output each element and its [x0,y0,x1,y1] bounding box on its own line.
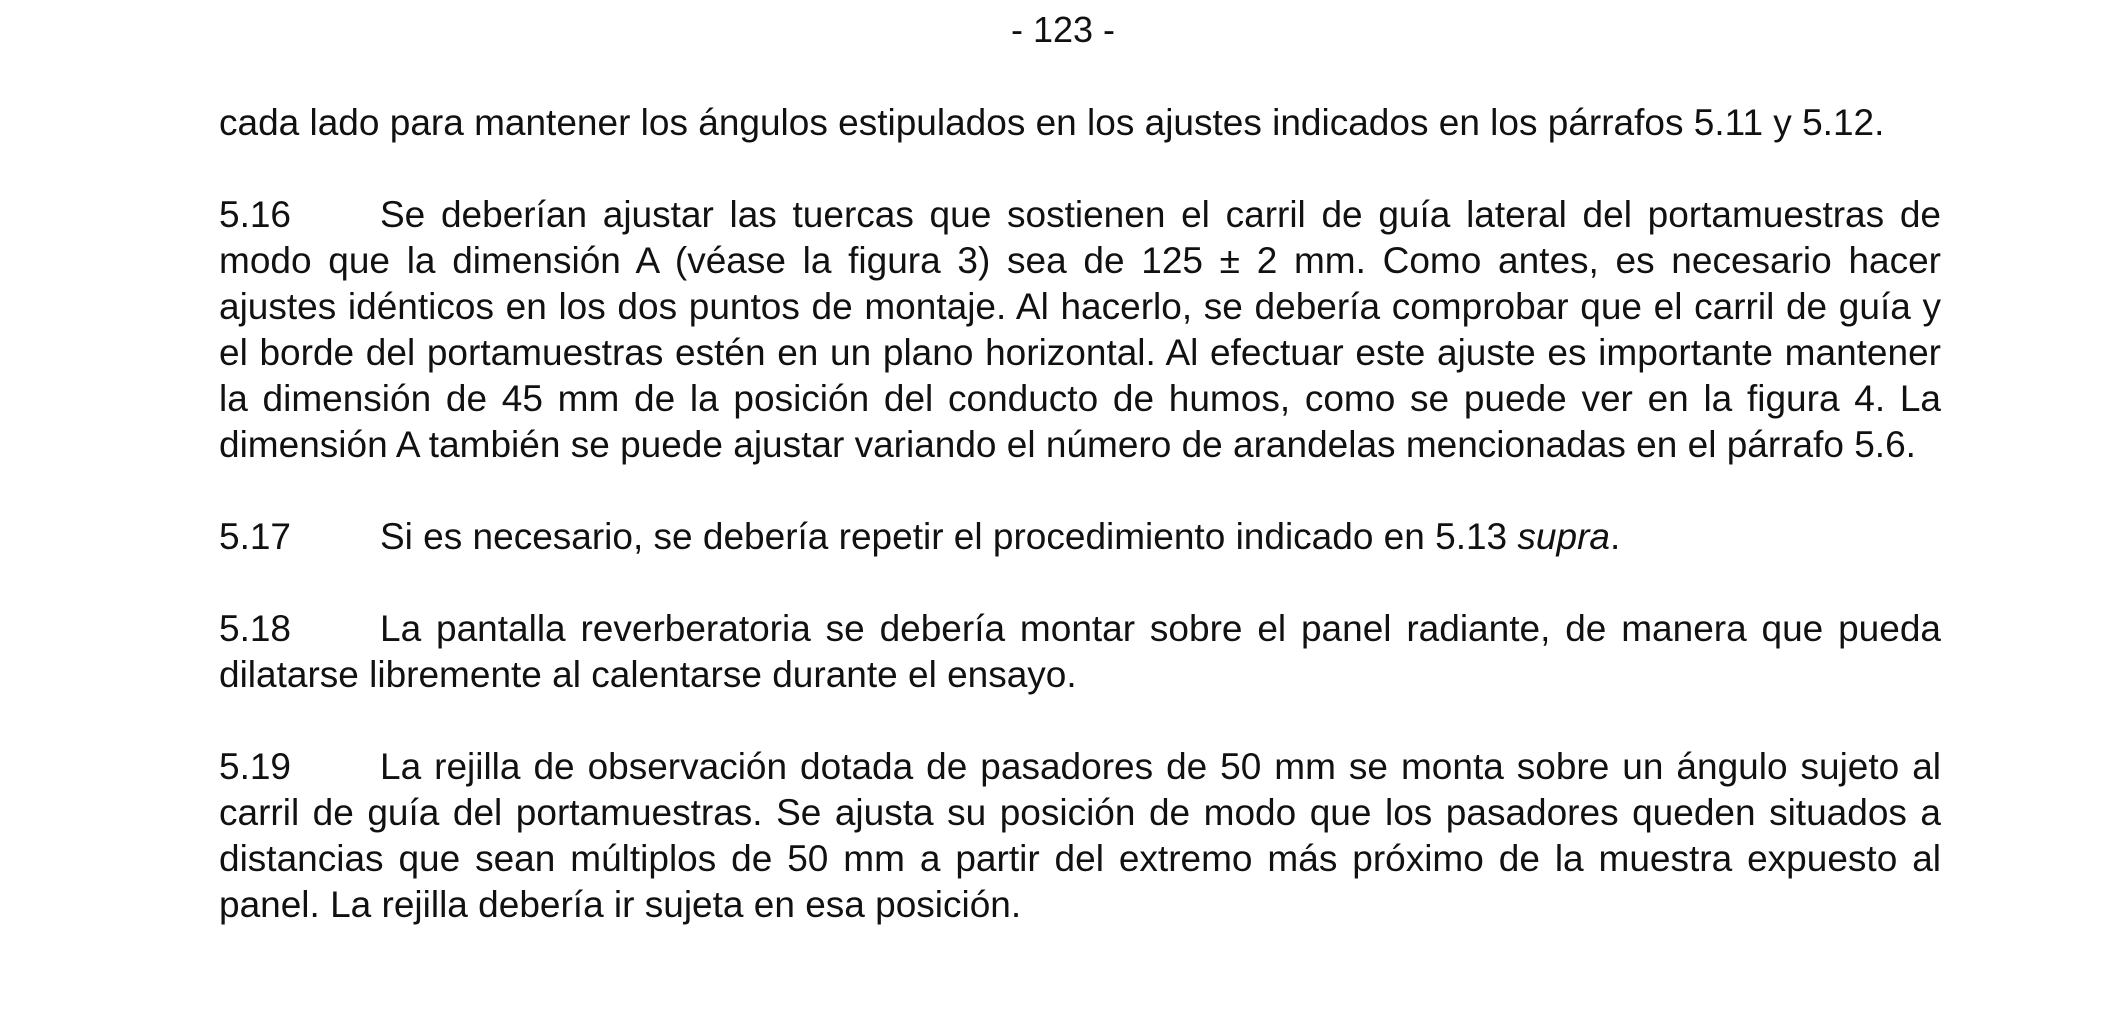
paragraph-emphasis: supra [1517,516,1610,557]
paragraph-number: 5.16 [219,194,292,235]
paragraph-text: La rejilla de observación dotada de pasadores de 50 mm se monta sobre un ángulo sujeto al carril de guía del portamuestras. Se ajusta su posición de modo que los pasadores queden situados a distancias que sean múltiplos de 50 mm a partir del extremo más próximo de la muestra expuesto al panel. La rejilla debería ir sujeta en esa posición. [219,746,1941,925]
paragraph-number: 5.19 [219,746,292,787]
paragraph-text: La pantalla reverberatoria se debería montar sobre el panel radiante, de manera que pueda dilatarse libremente al calentarse durante el ensayo. [219,608,1941,695]
page-number: - 123 - [1010,9,1116,50]
paragraph-number: 5.18 [219,608,292,649]
paragraph-suffix: . [1609,516,1621,557]
document-body [219,100,1941,928]
paragraph-5-16 [219,192,1941,468]
paragraph-5-17 [219,514,1941,560]
paragraph-text: Se deberían ajustar las tuercas que sostienen el carril de guía lateral del portamuestras de modo que la dimensión A (véase la figura 3) sea de 125 ± 2 mm. Como antes, es necesario hacer ajustes idénticos en los dos puntos de montaje. Al hacerlo, se debería comprobar que el carril de guía y el borde del portamuestras estén en un plano horizontal. Al efectuar este ajuste es importante mantener la dimensión de 45 mm de la posición del conducto de humos, como se puede ver en la figura 4. La dimensión A también se puede ajustar variando el número de arandelas mencionadas en el párrafo 5.6. [219,194,1941,465]
paragraph-number: 5.17 [219,516,292,557]
paragraph-text: Si es necesario, se debería repetir el procedimiento indicado en 5.13 [380,516,1508,557]
paragraph-text: cada lado para mantener los ángulos estipulados en los ajustes indicados en los párrafos 5.11 y 5.12. [219,102,1885,143]
paragraph-5-18 [219,606,1941,698]
paragraph-continuation [219,100,1941,146]
paragraph-5-19 [219,744,1941,928]
